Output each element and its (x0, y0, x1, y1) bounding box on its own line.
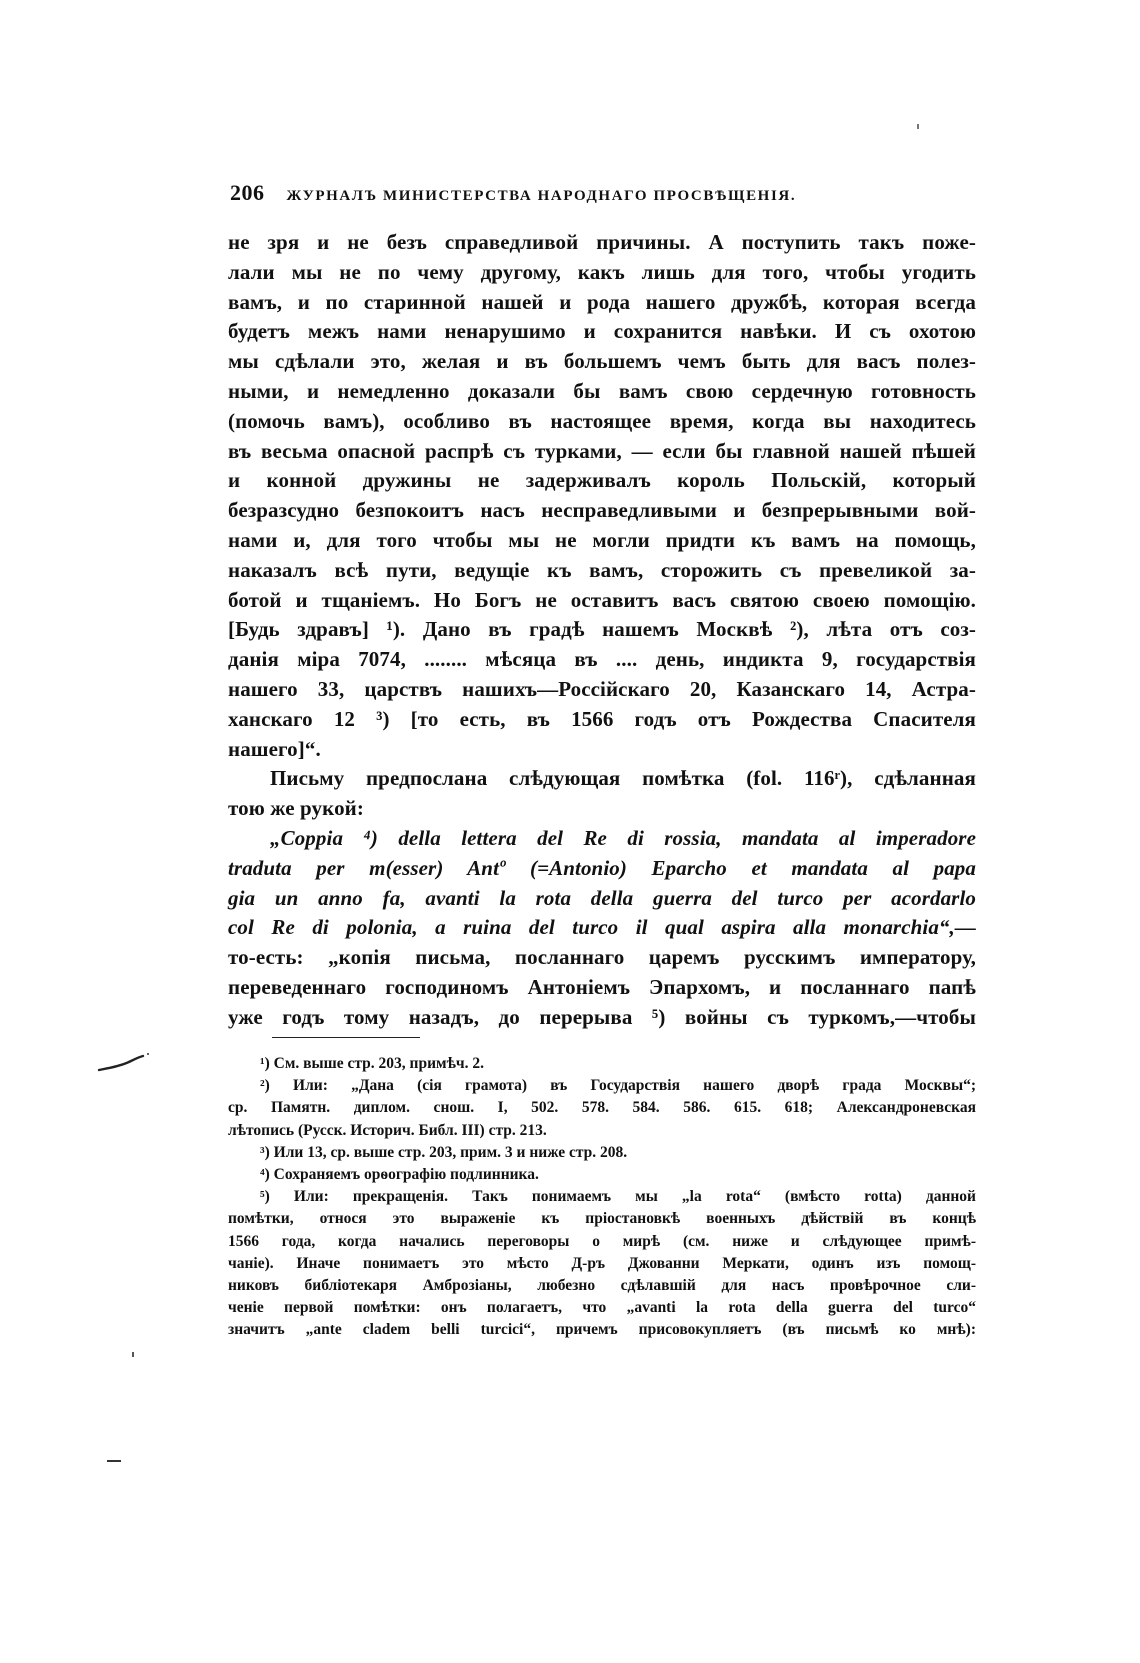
body-line: тою же рукой: (228, 796, 364, 821)
body-line: то-есть: „копія письма, посланнаго царемъ русскимъ императору, (228, 945, 976, 970)
margin-tick (917, 124, 919, 129)
footnote-rule (272, 1037, 420, 1038)
body-line: наказалъ всѣ пути, ведущіе къ вамъ, сторожить съ превеликой за- (228, 557, 976, 582)
body-line: безразсудно безпокоитъ насъ несправедливыми и безпрерывными вой- (228, 498, 976, 523)
italian-quote-line: col Re di polonia, a ruina del turco il qual aspira alla monarchia“,— (228, 915, 976, 940)
running-head: ЖУРНАЛЪ МИНИСТЕРСТВА НАРОДНАГО ПРОСВѢЩЕНІЯ. (286, 188, 797, 204)
body-line: нашего]“. (228, 736, 321, 761)
footnote-line: помѣтки, относя это выраженіе къ пріостановкѣ военныхъ дѣйствій въ концѣ (228, 1210, 976, 1228)
body-line: ными, и немедленно доказали бы вамъ свою сердечную готовность (228, 378, 976, 403)
footnote-line: ¹) См. выше стр. 203, примѣч. 2. (260, 1055, 485, 1072)
footnote-line: ср. Памятн. диплом. снош. I, 502. 578. 584. 586. 615. 618; Александроневская (228, 1099, 976, 1117)
body-line: ханскаго 12 ³) [то есть, въ 1566 годъ отъ Рождества Спасителя (228, 706, 976, 731)
footnote-line: значитъ „ante cladem belli turcici“, причемъ присовокупляетъ (въ письмѣ ко мнѣ): (228, 1321, 976, 1339)
footnote-line: ⁵) Или: прекращенія. Такъ понимаемъ мы „la rota“ (вмѣсто rotta) данной (260, 1188, 976, 1206)
page-header (230, 180, 970, 212)
footnote-line: лѣтопись (Русск. Историч. Библ. III) стр. 213. (228, 1121, 547, 1139)
body-line: будетъ межъ нами ненарушимо и сохранится навѣки. И съ охотою (228, 319, 976, 344)
body-line: переведеннаго господиномъ Антоніемъ Эпархомъ, и посланнаго папѣ (228, 974, 976, 999)
body-line: и конной дружины не задерживалъ король Польскій, который (228, 468, 976, 493)
page-number: 206 (230, 180, 265, 205)
footnote-line: никовъ библіотекаря Амброзіаны, любезно сдѣлавшій для насъ провѣрочное сли- (228, 1276, 976, 1294)
footnote-line: ³) Или 13, ср. выше стр. 203, прим. 3 и ниже стр. 208. (260, 1143, 628, 1161)
footnotes (228, 1053, 976, 1341)
footnote-line: ⁴) Сохраняемъ орѳографію подлинника. (260, 1165, 539, 1183)
footnote-line: чаніе). Иначе понимаетъ это мѣсто Д-ръ Джованни Меркати, одинъ изъ помощ- (228, 1254, 976, 1272)
body-line: въ весьма опасной распрѣ съ турками, — если бы главной нашей пѣшей (228, 438, 976, 463)
body-line: нами и, для того чтобы мы не могли придти къ вамъ на помощь, (228, 527, 976, 552)
body-line: ботой и тщаніемъ. Но Богъ не оставитъ васъ святою своею помощію. (228, 587, 976, 612)
italian-quote-line: „Coppia ⁴) della lettera del Re di rossia, mandata al imperadore (270, 825, 976, 850)
body-line: лали мы не по чему другому, какъ лишь для того, чтобы угодить (228, 259, 976, 284)
margin-tick (132, 1352, 134, 1357)
body-line: не зря и не безъ справедливой причины. А поступить такъ поже- (228, 230, 976, 254)
body-line: (помочь вамъ), особливо въ настоящее время, когда вы находитесь (228, 408, 976, 433)
body-line: вамъ, и по старинной нашей и рода нашего дружбѣ, которая всегда (228, 289, 976, 314)
body-line: данія міра 7074, ........ мѣсяца въ .... день, индикта 9, государствія (228, 647, 976, 672)
body-line: Письму предпослана слѣдующая помѣтка (fol. 116ʳ), сдѣланная (270, 766, 976, 791)
italian-quote-line: traduta per m(esser) Antº (=Antonio) Eparcho et mandata al papa (228, 855, 976, 880)
footnote-line: 1566 года, когда начались переговоры о мирѣ (см. ниже и слѣдующее примѣ- (228, 1232, 976, 1250)
footnote-line: ченіе первой помѣтки: онъ полагаетъ, что „avanti la rota della guerra del turco“ (228, 1299, 976, 1317)
footnote-line: ²) Или: „Дана (сія грамота) въ Государствія нашего дворѣ града Москвы“; (260, 1077, 976, 1095)
main-text (228, 228, 976, 1033)
body-line: мы сдѣлали это, желая и въ большемъ чемъ быть для васъ полез- (228, 349, 976, 374)
body-line: уже годъ тому назадъ, до перерыва ⁵) войны съ туркомъ,—чтобы (228, 1004, 976, 1029)
margin-dash (107, 1460, 121, 1462)
body-line: нашего 33, царствъ нашихъ—Россійскаго 20, Казанскаго 14, Астра- (228, 676, 976, 701)
body-line: [Будь здравъ] ¹). Дано въ градѣ нашемъ Москвѣ ²), лѣта отъ соз- (228, 617, 976, 642)
italian-quote-line: gia un anno fa, avanti la rota della guerra del turco per acordarlo (228, 885, 976, 910)
pencil-mark (95, 1048, 155, 1078)
